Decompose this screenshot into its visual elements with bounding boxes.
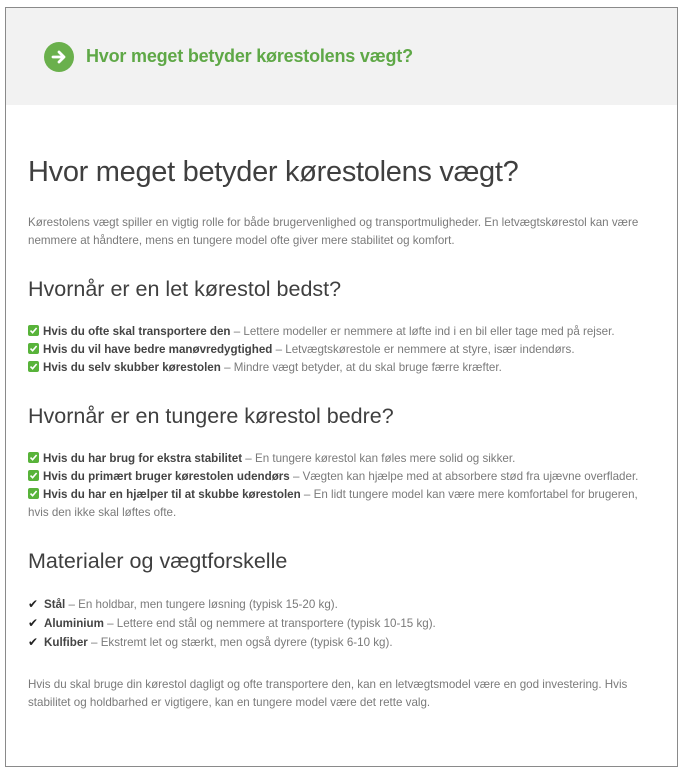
list-item-bold: Hvis du ofte skal transportere den [43,325,231,338]
page-frame [5,7,678,767]
check-box-icon [28,452,39,463]
materials-list [28,595,655,652]
list-item [28,633,655,652]
article-intro: Kørestolens vægt spiller en vigtig rolle for både brugervenlighed og transportmuligheder. En letvægtskørestol kan være nemmere at håndtere, mens en tungere model ofte giver mere stabilitet og komfort. [28,216,639,247]
list-item [28,341,655,359]
list-item [28,614,655,633]
check-box-icon [28,343,39,354]
section-heading-light: Hvornår er en let kørestol bedst? [28,277,342,301]
list-item-text: – En holdbar, men tungere løsning (typisk 15-20 kg). [65,598,338,611]
light-chair-list [28,323,655,377]
list-item-bold: Aluminium [44,617,104,630]
accordion-title[interactable]: Hvor meget betyder kørestolens vægt? [86,46,413,66]
accordion-header[interactable] [6,8,677,105]
list-item-text: – Lettere modeller er nemmere at løfte ind i en bil eller tage med på rejser. [230,325,615,338]
list-item [28,486,655,522]
check-mark-icon: ✔ [28,635,39,649]
list-item-bold: Hvis du primært bruger kørestolen udendørs [43,470,290,483]
article-conclusion: Hvis du skal bruge din kørestol dagligt og ofte transportere den, kan en letvægtsmodel være en god investering. Hvis stabilitet og holdbarhed er vigtigere, kan en tungere model være det rette valg. [28,678,628,709]
check-box-icon [28,488,39,499]
list-item-text: – Vægten kan hjælpe med at absorbere stød fra ujævne overflader. [289,470,639,483]
list-item-bold: Hvis du vil have bedre manøvredygtighed [43,343,273,356]
check-mark-icon: ✔ [28,597,39,611]
list-item-text: – Ekstremt let og stærkt, men også dyrere (typisk 6-10 kg). [87,636,393,649]
list-item-bold: Hvis du har brug for ekstra stabilitet [43,452,243,465]
list-item-text: – Letvægtskørestole er nemmere at styre, især indendørs. [272,343,575,356]
check-box-icon [28,470,39,481]
arrow-right-circle-icon[interactable] [44,42,74,72]
article-content [6,155,677,712]
check-box-icon [28,361,39,372]
list-item-text: – En lidt tungere model kan være mere komfortabel for brugeren, hvis den ikke skal løftes ofte. [28,488,638,519]
list-item-text: – En tungere kørestol kan føles mere solid og sikker. [242,452,516,465]
section-heading-heavy: Hvornår er en tungere kørestol bedre? [28,404,394,428]
list-item [28,323,655,341]
list-item-text: – Mindre vægt betyder, at du skal bruge færre kræfter. [220,361,502,374]
list-item [28,595,655,614]
section-heading-materials: Materialer og vægtforskelle [28,549,288,573]
check-box-icon [28,325,39,336]
list-item [28,468,655,486]
article-title: Hvor meget betyder kørestolens vægt? [28,156,519,188]
list-item-bold: Kulfiber [44,636,88,649]
list-item-bold: Hvis du har en hjælper til at skubbe kørestolen [43,488,301,501]
list-item-text: – Lettere end stål og nemmere at transportere (typisk 10-15 kg). [103,617,436,630]
heavy-chair-list [28,450,655,522]
list-item [28,359,655,377]
list-item-bold: Hvis du selv skubber kørestolen [43,361,221,374]
list-item [28,450,655,468]
list-item-bold: Stål [44,598,66,611]
check-mark-icon: ✔ [28,616,39,630]
